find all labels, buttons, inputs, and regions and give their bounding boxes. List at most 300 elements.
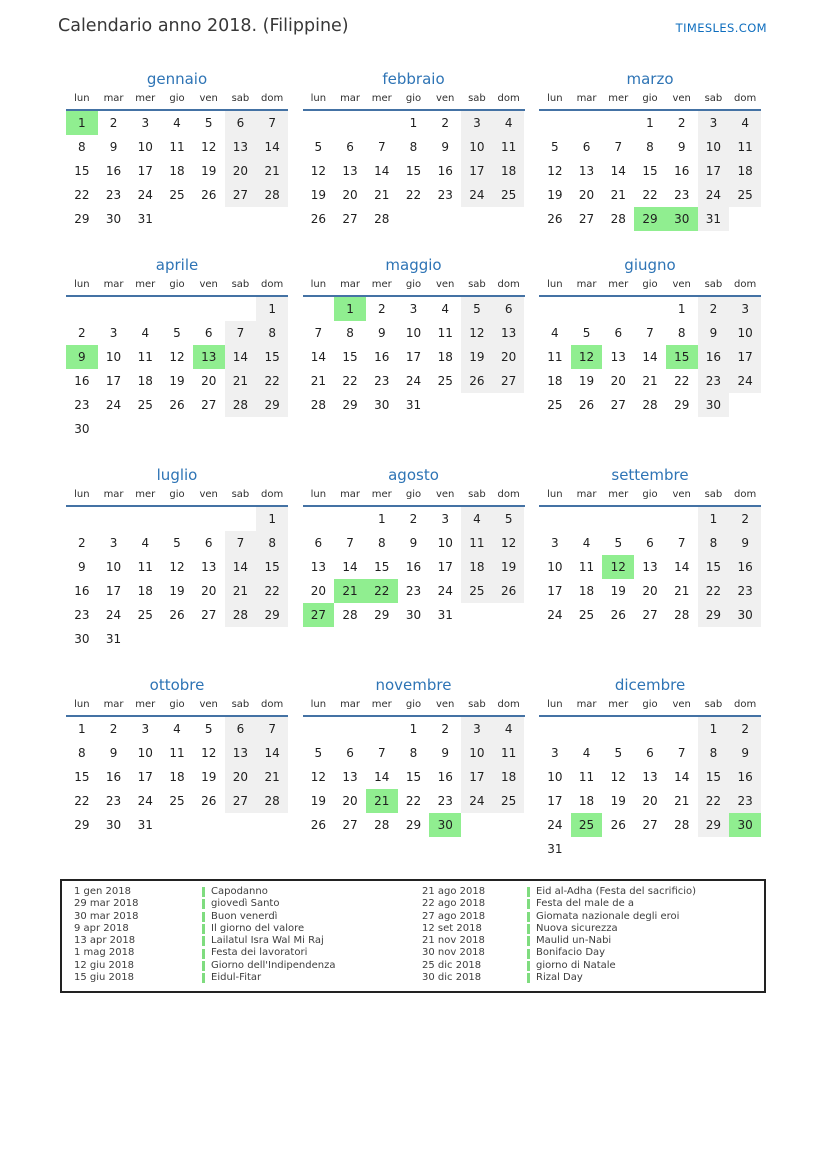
day-cell: 28 xyxy=(225,393,257,417)
day-cell: 6 xyxy=(204,536,213,550)
day-cell: 6 xyxy=(646,536,654,550)
day-cell: 3 xyxy=(141,722,150,736)
day-cell: 12 xyxy=(201,140,217,154)
weekday-label: dom xyxy=(497,279,520,290)
legend-holiday-name xyxy=(527,935,756,947)
day-cell: 14 xyxy=(310,350,326,364)
day-cell: 31 xyxy=(437,608,453,622)
day-cell: 31 xyxy=(698,207,730,231)
day-cell: 7 xyxy=(225,531,257,555)
day-cell: 8 xyxy=(409,140,418,154)
day-cell: 2 xyxy=(109,116,118,130)
day-cell: 4 xyxy=(173,116,181,130)
weekday-header-row xyxy=(539,91,761,111)
day-cell: 17 xyxy=(437,560,453,574)
day-cell: 28 xyxy=(374,212,390,226)
legend-date: 12 giu 2018 xyxy=(74,959,134,971)
day-cell: 24 xyxy=(405,374,422,388)
day-cell: 19 xyxy=(310,794,326,808)
legend-date: 1 gen 2018 xyxy=(74,886,132,897)
weekday-label: mar xyxy=(340,279,361,290)
weekday-header-row xyxy=(303,277,525,297)
day-cell-empty xyxy=(539,297,571,321)
day-cell-holiday: 15 xyxy=(666,345,698,369)
days-grid xyxy=(539,507,761,627)
day-cell-empty xyxy=(98,507,130,531)
day-cell: 11 xyxy=(547,350,563,364)
weekday-header-row xyxy=(303,91,525,111)
weekday-label: gio xyxy=(642,699,658,710)
day-cell: 11 xyxy=(461,531,493,555)
day-cell: 23 xyxy=(374,374,390,388)
day-cell: 29 xyxy=(74,818,90,832)
day-cell-empty xyxy=(303,507,335,531)
day-cell: 11 xyxy=(493,135,525,159)
day-cell: 11 xyxy=(137,560,153,574)
weekday-label: lun xyxy=(310,93,327,104)
weekday-label: mer xyxy=(371,279,392,290)
day-cell: 2 xyxy=(109,722,118,736)
legend-holiday-label: Il giorno del valore xyxy=(211,922,305,934)
day-cell: 30 xyxy=(729,603,761,627)
page-header xyxy=(58,16,767,36)
weekday-label: lun xyxy=(74,699,90,710)
day-cell: 16 xyxy=(405,560,422,574)
day-cell: 18 xyxy=(461,555,493,579)
weekday-label: lun xyxy=(547,93,563,104)
day-cell: 19 xyxy=(547,188,563,202)
day-cell-empty xyxy=(303,111,335,135)
day-cell: 20 xyxy=(342,188,358,202)
day-cell: 24 xyxy=(547,818,563,832)
weekday-label: mer xyxy=(608,699,629,710)
day-cell: 31 xyxy=(547,842,563,856)
weekday-label: lun xyxy=(310,489,327,500)
day-cell: 7 xyxy=(314,326,323,340)
day-cell: 25 xyxy=(169,794,185,808)
weekday-header-row xyxy=(303,697,525,717)
day-cell: 21 xyxy=(256,765,288,789)
legend-holiday-label: Rizal Day xyxy=(536,972,583,984)
weekday-header-row xyxy=(539,487,761,507)
legend-holiday-name xyxy=(527,947,756,959)
day-cell: 12 xyxy=(169,560,185,574)
day-cell: 5 xyxy=(493,507,525,531)
day-cell: 10 xyxy=(137,140,153,154)
day-cell: 2 xyxy=(441,722,450,736)
day-cell: 28 xyxy=(310,398,326,412)
day-cell: 26 xyxy=(310,212,326,226)
day-cell: 27 xyxy=(642,818,658,832)
weekday-label: mar xyxy=(103,279,124,290)
day-cell: 16 xyxy=(74,374,90,388)
legend-marker-icon xyxy=(527,961,530,971)
day-cell: 22 xyxy=(698,579,730,603)
day-cell-empty xyxy=(602,111,634,135)
weekday-label: ven xyxy=(672,699,691,710)
legend-holiday-name xyxy=(202,911,422,923)
day-cell-empty xyxy=(602,297,634,321)
day-cell: 8 xyxy=(346,326,354,340)
day-cell-empty xyxy=(334,111,366,135)
day-cell: 13 xyxy=(578,164,595,178)
day-cell: 15 xyxy=(342,350,358,364)
day-cell: 28 xyxy=(256,183,288,207)
legend-right-column xyxy=(422,886,756,984)
day-cell: 6 xyxy=(493,297,525,321)
month-agosto xyxy=(303,465,525,651)
day-cell: 17 xyxy=(729,345,761,369)
month-title: marzo xyxy=(626,70,674,88)
day-cell: 19 xyxy=(201,164,217,178)
day-cell: 13 xyxy=(610,350,626,364)
day-cell: 20 xyxy=(342,794,358,808)
month-aprile xyxy=(66,255,288,441)
day-cell: 12 xyxy=(201,746,217,760)
weekday-label: sab xyxy=(468,489,486,500)
month-gennaio xyxy=(66,69,288,231)
weekday-label: dom xyxy=(734,93,757,104)
weekday-label: mer xyxy=(371,489,392,500)
day-cell-empty xyxy=(602,507,634,531)
day-cell-empty xyxy=(366,717,398,741)
day-cell: 4 xyxy=(493,717,525,741)
day-cell: 5 xyxy=(461,297,493,321)
day-cell: 28 xyxy=(225,603,257,627)
day-cell: 8 xyxy=(256,531,288,555)
day-cell: 18 xyxy=(137,584,153,598)
day-cell: 22 xyxy=(74,188,90,202)
weekday-label: lun xyxy=(547,699,563,710)
legend-marker-icon xyxy=(202,912,205,922)
day-cell: 30 xyxy=(74,422,90,436)
day-cell: 13 xyxy=(642,560,658,574)
day-cell: 23 xyxy=(74,398,90,412)
day-cell: 7 xyxy=(256,111,288,135)
legend-holiday-name xyxy=(202,972,422,984)
legend-holiday-label: Eid al-Adha (Festa del sacrificio) xyxy=(536,886,697,897)
day-cell: 8 xyxy=(409,746,418,760)
day-cell: 17 xyxy=(547,794,563,808)
legend-marker-icon xyxy=(527,924,530,934)
day-cell: 16 xyxy=(105,770,122,784)
weekday-label: sab xyxy=(231,279,250,290)
month-title: febbraio xyxy=(382,70,445,88)
day-cell: 4 xyxy=(141,536,150,550)
day-cell: 11 xyxy=(169,746,185,760)
weekday-label: mer xyxy=(135,93,156,104)
day-cell: 20 xyxy=(201,374,217,388)
weekday-label: mer xyxy=(608,489,629,500)
legend-holiday-label: Giomata nazionale degli eroi xyxy=(536,910,680,922)
day-cell: 7 xyxy=(377,746,386,760)
day-cell: 1 xyxy=(409,722,418,736)
day-cell: 18 xyxy=(493,159,525,183)
weekday-label: mar xyxy=(340,699,361,710)
weekday-label: lun xyxy=(310,279,327,290)
days-grid xyxy=(66,717,288,837)
day-cell: 25 xyxy=(578,608,595,622)
weekday-header-row xyxy=(539,697,761,717)
day-cell: 29 xyxy=(342,398,358,412)
day-cell-empty xyxy=(303,297,335,321)
legend-date: 27 ago 2018 xyxy=(422,910,486,922)
day-cell: 28 xyxy=(610,212,626,226)
day-cell: 2 xyxy=(729,507,761,531)
day-cell: 22 xyxy=(642,188,658,202)
day-cell: 23 xyxy=(698,369,730,393)
legend-marker-icon xyxy=(202,936,205,946)
day-cell-holiday: 13 xyxy=(193,345,225,369)
day-cell: 25 xyxy=(729,183,761,207)
day-cell: 14 xyxy=(674,770,690,784)
day-cell: 1 xyxy=(256,297,288,321)
day-cell: 22 xyxy=(74,794,90,808)
days-grid xyxy=(66,507,288,651)
day-cell: 12 xyxy=(310,164,326,178)
legend-holiday-label: Buon venerdì xyxy=(211,910,278,922)
day-cell-empty xyxy=(225,507,257,531)
day-cell: 7 xyxy=(256,717,288,741)
day-cell: 15 xyxy=(405,164,422,178)
day-cell: 21 xyxy=(610,188,626,202)
day-cell: 23 xyxy=(105,794,122,808)
day-cell-empty xyxy=(193,507,225,531)
day-cell: 19 xyxy=(201,770,217,784)
day-cell: 8 xyxy=(78,140,86,154)
day-cell-empty xyxy=(634,717,666,741)
holiday-legend xyxy=(60,879,766,993)
weekday-label: lun xyxy=(74,93,90,104)
day-cell: 29 xyxy=(698,603,730,627)
weekday-label: lun xyxy=(310,699,327,710)
day-cell: 16 xyxy=(105,164,122,178)
month-novembre xyxy=(303,675,525,861)
month-maggio xyxy=(303,255,525,441)
day-cell: 23 xyxy=(674,188,690,202)
day-cell: 15 xyxy=(698,765,730,789)
day-cell: 25 xyxy=(461,579,493,603)
day-cell: 29 xyxy=(674,398,690,412)
day-cell: 12 xyxy=(310,770,326,784)
day-cell: 24 xyxy=(461,789,493,813)
day-cell: 1 xyxy=(409,116,418,130)
day-cell: 6 xyxy=(346,140,354,154)
day-cell: 5 xyxy=(614,536,623,550)
day-cell: 22 xyxy=(405,188,422,202)
day-cell: 28 xyxy=(374,818,390,832)
weekday-label: ven xyxy=(199,699,218,710)
day-cell-empty xyxy=(571,111,603,135)
day-cell-empty xyxy=(666,717,698,741)
day-cell: 30 xyxy=(698,393,730,417)
day-cell: 17 xyxy=(137,164,153,178)
day-cell: 13 xyxy=(225,135,257,159)
day-cell-empty xyxy=(366,111,398,135)
day-cell: 11 xyxy=(578,770,595,784)
day-cell: 17 xyxy=(461,159,493,183)
weekday-label: dom xyxy=(261,93,284,104)
weekday-label: mer xyxy=(135,279,156,290)
legend-date: 29 mar 2018 xyxy=(74,898,139,910)
day-cell-empty xyxy=(634,507,666,531)
day-cell: 10 xyxy=(405,326,422,340)
day-cell: 14 xyxy=(374,164,390,178)
day-cell: 3 xyxy=(109,326,118,340)
month-title: dicembre xyxy=(614,676,686,694)
weekday-label: dom xyxy=(734,489,757,500)
day-cell: 14 xyxy=(256,135,288,159)
legend-date: 25 dic 2018 xyxy=(422,959,482,971)
weekday-label: mar xyxy=(576,489,597,500)
weekday-label: gio xyxy=(405,489,422,500)
day-cell: 28 xyxy=(256,789,288,813)
weekday-label: mer xyxy=(371,699,392,710)
weekday-label: mar xyxy=(103,699,124,710)
day-cell: 7 xyxy=(377,140,386,154)
weekday-label: gio xyxy=(169,279,185,290)
day-cell: 22 xyxy=(342,374,358,388)
day-cell-holiday: 9 xyxy=(66,345,98,369)
weekday-label: ven xyxy=(672,93,691,104)
day-cell-holiday: 21 xyxy=(334,579,366,603)
day-cell-holiday: 30 xyxy=(729,813,761,837)
weekday-header-row xyxy=(539,277,761,297)
weekday-label: gio xyxy=(642,93,658,104)
day-cell: 16 xyxy=(698,345,730,369)
day-cell: 14 xyxy=(642,350,658,364)
day-cell-empty xyxy=(129,507,161,531)
day-cell-empty xyxy=(334,507,366,531)
day-cell: 13 xyxy=(225,741,257,765)
day-cell: 10 xyxy=(461,741,493,765)
weekday-label: ven xyxy=(199,93,218,104)
day-cell: 2 xyxy=(698,297,730,321)
legend-holiday-name xyxy=(527,972,756,984)
day-cell: 29 xyxy=(256,393,288,417)
day-cell: 20 xyxy=(642,584,658,598)
weekday-label: lun xyxy=(547,489,563,500)
weekday-label: mar xyxy=(576,699,597,710)
day-cell: 9 xyxy=(677,140,686,154)
weekday-label: dom xyxy=(497,93,520,104)
weekday-label: lun xyxy=(547,279,563,290)
weekday-label: gio xyxy=(169,93,185,104)
day-cell: 22 xyxy=(674,374,690,388)
legend-date: 30 nov 2018 xyxy=(422,947,485,959)
day-cell-holiday: 12 xyxy=(571,345,603,369)
month-title: aprile xyxy=(155,256,199,274)
day-cell: 31 xyxy=(137,818,153,832)
day-cell: 5 xyxy=(204,722,213,736)
day-cell: 3 xyxy=(461,717,493,741)
day-cell: 30 xyxy=(374,398,390,412)
day-cell: 15 xyxy=(256,345,288,369)
legend-marker-icon xyxy=(527,899,530,909)
weekday-label: dom xyxy=(734,279,757,290)
day-cell: 10 xyxy=(437,536,453,550)
legend-holiday-label: giorno di Natale xyxy=(536,959,616,971)
day-cell-holiday: 30 xyxy=(429,813,461,837)
day-cell: 7 xyxy=(225,321,257,345)
day-cell: 15 xyxy=(642,164,658,178)
day-cell: 27 xyxy=(342,818,358,832)
day-cell: 14 xyxy=(674,560,690,574)
weekday-label: mar xyxy=(103,489,124,500)
day-cell: 20 xyxy=(610,374,626,388)
brand-link[interactable]: TIMESLES.COM xyxy=(675,21,767,35)
day-cell: 3 xyxy=(441,512,450,526)
month-title: ottobre xyxy=(149,676,205,694)
day-cell-empty xyxy=(303,717,335,741)
weekday-label: sab xyxy=(468,699,486,710)
page-title: Calendario anno 2018. (Filippine) xyxy=(58,16,349,36)
month-title: maggio xyxy=(385,256,442,274)
day-cell: 12 xyxy=(461,321,493,345)
day-cell: 18 xyxy=(547,374,563,388)
day-cell: 11 xyxy=(437,326,453,340)
legend-holiday-label: Giorno dell'Indipendenza xyxy=(211,959,336,971)
day-cell: 2 xyxy=(441,116,450,130)
day-cell: 20 xyxy=(225,765,257,789)
day-cell-holiday: 1 xyxy=(334,297,366,321)
month-title: agosto xyxy=(388,466,439,484)
day-cell-empty xyxy=(66,507,98,531)
legend-holiday-label: Capodanno xyxy=(211,886,268,897)
weekday-label: gio xyxy=(169,489,185,500)
day-cell-empty xyxy=(571,507,603,531)
legend-date: 15 giu 2018 xyxy=(74,972,134,984)
weekday-label: mar xyxy=(576,93,597,104)
day-cell-empty xyxy=(539,717,571,741)
month-title: giugno xyxy=(624,256,676,274)
day-cell: 28 xyxy=(674,608,690,622)
legend-marker-icon xyxy=(202,949,205,959)
day-cell: 13 xyxy=(493,321,525,345)
weekday-label: mar xyxy=(576,279,597,290)
day-cell: 27 xyxy=(493,369,525,393)
day-cell: 9 xyxy=(698,321,730,345)
weekday-label: gio xyxy=(405,279,422,290)
day-cell: 18 xyxy=(729,159,761,183)
day-cell: 10 xyxy=(547,560,563,574)
day-cell-empty xyxy=(161,297,193,321)
day-cell: 29 xyxy=(698,813,730,837)
day-cell: 19 xyxy=(169,374,185,388)
legend-holiday-name xyxy=(202,898,422,910)
day-cell: 24 xyxy=(547,608,563,622)
day-cell: 21 xyxy=(310,374,326,388)
legend-holiday-name xyxy=(202,886,422,898)
day-cell: 26 xyxy=(169,608,185,622)
day-cell: 13 xyxy=(342,770,358,784)
weekday-label: mer xyxy=(135,489,156,500)
day-cell: 23 xyxy=(74,608,90,622)
day-cell: 19 xyxy=(169,584,185,598)
day-cell: 29 xyxy=(374,608,390,622)
day-cell: 17 xyxy=(105,374,122,388)
day-cell: 19 xyxy=(578,374,595,388)
day-cell: 26 xyxy=(461,369,493,393)
day-cell: 4 xyxy=(582,536,591,550)
weekday-label: mer xyxy=(608,279,629,290)
days-grid xyxy=(66,111,288,231)
day-cell-holiday: 21 xyxy=(366,789,398,813)
legend-holiday-label: Eidul-Fitar xyxy=(211,972,262,984)
day-cell: 19 xyxy=(310,188,326,202)
day-cell-empty xyxy=(161,507,193,531)
day-cell: 8 xyxy=(646,140,654,154)
